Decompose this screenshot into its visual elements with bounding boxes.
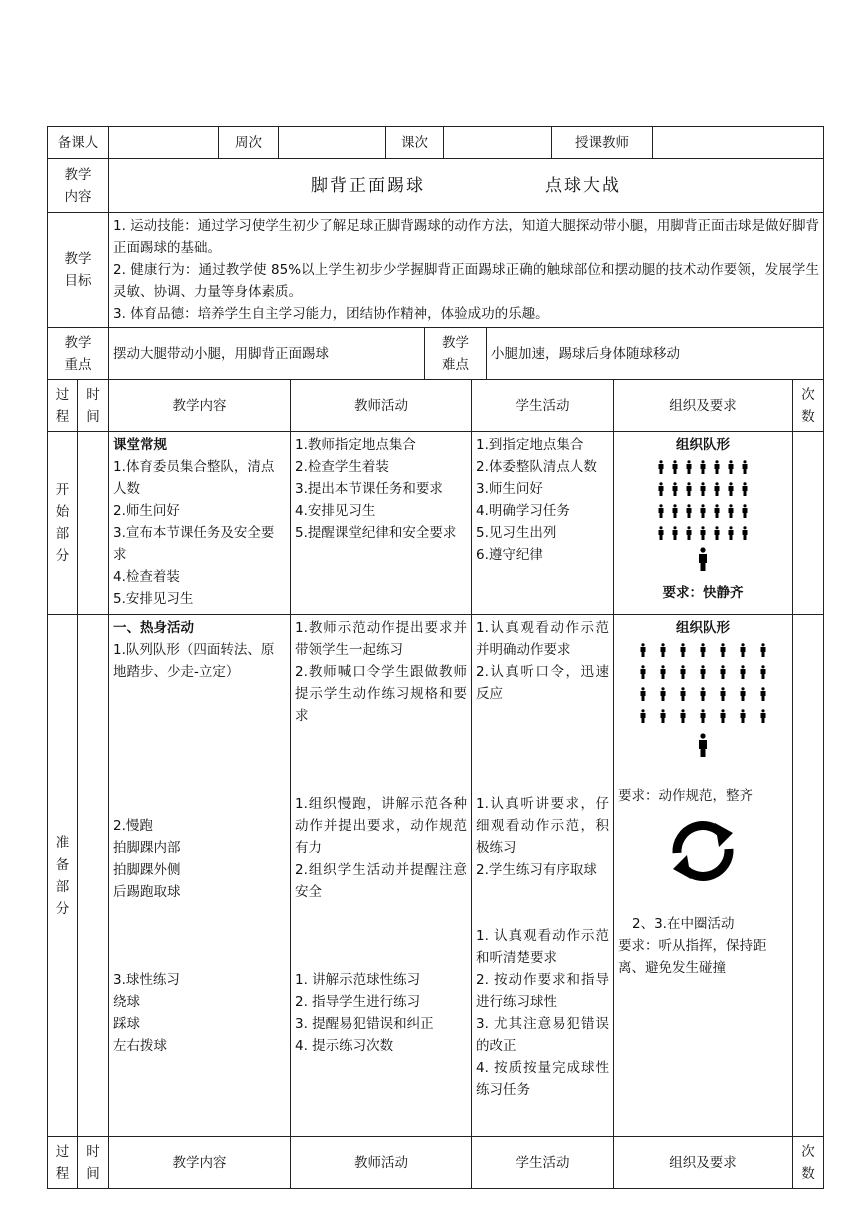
person-icon [699,709,707,723]
goal-item: 1. 运动技能：通过学习使学生初少了解足球正脚背踢球的动作方法，知道大腿探动带小腿，用脚背正面击球是做好脚背正面踢球的基础。 [113,218,819,256]
person-icon [699,504,707,518]
person-icon [639,665,647,679]
person-icon [741,460,749,474]
keypoint-row [48,328,824,380]
person-icon [639,643,647,657]
person-icon [727,526,735,540]
goals-label: 教学 目标 [48,213,109,328]
teacher-label: 授课教师 [552,127,653,159]
header-row [48,127,824,159]
teacher-activity-header: 教师活动 [291,1137,472,1189]
start-section-label: 开 始 部 分 [48,432,78,615]
organization-header: 组织及要求 [614,1137,793,1189]
column-header-row [48,380,824,432]
person-icon [659,687,667,701]
keypoint-table [47,327,824,380]
organization-header: 组织及要求 [614,380,793,432]
person-icon [671,460,679,474]
formation-row [618,478,788,500]
person-icon [699,482,707,496]
start-section-row [48,432,824,615]
person-icon [639,709,647,723]
process-header: 过 程 [48,380,78,432]
person-icon [719,709,727,723]
goal-item: 2. 健康行为：通过教学使 85%以上学生初步少学握脚背正面踢球正确的触球部位和摆动腿的技术动作要领，发展学生灵敏、协调、力量等身体素质。 [113,262,819,300]
person-icon [671,482,679,496]
teacher-icon [697,733,709,757]
student-activity-header: 学生活动 [472,380,614,432]
person-icon [657,526,665,540]
person-icon [685,460,693,474]
prep-formation [618,639,788,727]
count-header: 次 数 [793,380,824,432]
teacher-icon [697,547,709,571]
person-icon [659,643,667,657]
person-icon [679,643,687,657]
person-icon [727,482,735,496]
week-value [279,127,386,159]
person-icon [759,687,767,701]
formation-title: 组织队形 [676,437,730,453]
lesson-title [109,159,824,213]
person-icon [657,482,665,496]
formation-row [618,500,788,522]
person-icon [713,460,721,474]
person-icon [739,709,747,723]
person-icon [699,460,707,474]
person-icon [739,665,747,679]
content-header: 教学内容 [109,380,291,432]
prepare-value [109,127,219,159]
start-organization [614,432,793,615]
difficulty-text: 小腿加速，踢球后身体随球移动 [487,328,824,380]
title-left: 脚背正面踢球 [311,175,425,196]
person-icon [719,665,727,679]
person-icon [657,504,665,518]
lesson-label: 课次 [386,127,444,159]
teacher-activity-header: 教师活动 [291,380,472,432]
start-formation [618,456,788,544]
person-icon [671,526,679,540]
person-icon [719,687,727,701]
week-label: 周次 [219,127,279,159]
person-icon [739,643,747,657]
content-header: 教学内容 [109,1137,291,1189]
person-icon [659,665,667,679]
person-icon [739,687,747,701]
person-icon [659,709,667,723]
person-icon [741,526,749,540]
prep-count [793,615,824,1137]
prep-section-label: 准 备 部 分 [48,615,78,1137]
person-icon [741,482,749,496]
prep-student-activity: 1.认真观看动作示范并明确动作要求 2.认真听口令，迅速反应 1.认真听讲要求，仔细观看动作示范，积极练习 2.学生练习有序取球 1. 认真观看动作示范和听清楚要求 2. 按动作要求和指导进行练习球性 3. 尤其注意易犯错误的改正 4. 按质按量完成球性练习任务 [472,615,614,1137]
lesson-plan [47,126,823,1189]
goals-row [48,213,824,328]
formation-row [618,705,788,727]
person-icon [727,504,735,518]
person-icon [759,643,767,657]
prep-section-row [48,615,824,1137]
person-icon [657,460,665,474]
rotate-arrows-icon [665,813,741,889]
start-requirement: 要求：快静齐 [662,585,744,601]
time-header: 时 间 [78,1137,109,1189]
person-icon [685,526,693,540]
person-icon [699,526,707,540]
ball-org-requirement: 要求：听从指挥，保持距离、避免发生碰撞 [618,938,767,976]
person-icon [759,709,767,723]
person-icon [639,687,647,701]
goal-item: 3. 体育品德：培养学生自主学习能力，团结协作精神，体验成功的乐趣。 [113,306,549,322]
prepare-label: 备课人 [48,127,109,159]
person-icon [713,526,721,540]
person-icon [671,504,679,518]
jog-requirement: 要求：动作规范，整齐 [618,788,753,804]
prep-content: 一、热身活动 1.队列队形（四面转法、原地踏步、少走-立定） 2.慢跑 拍脚踝内部 拍脚踝外侧 后踢跑取球 3.球性练习 绕球 踩球 左右拨球 [109,615,291,1137]
person-icon [699,687,707,701]
title-right: 点球大战 [545,175,621,196]
count-header: 次 数 [793,1137,824,1189]
start-time [78,432,109,615]
start-teacher-activity: 1.教师指定地点集合 2.检查学生着装 3.提出本节课任务和要求 4.安排见习生 5.提醒课堂纪律和安全要求 [291,432,472,615]
prep-teacher-activity: 1.教师示范动作提出要求并带领学生一起练习 2.教师喊口令学生跟做教师提示学生动作练习规格和要求 1.组织慢跑，讲解示范各种动作并提出要求，动作规范有力 2.组织学生活动并提醒注意安全 1. 讲解示范球性练习 2. 指导学生进行练习 3. 提醒易犯错误和纠正 4. 提示练习次数 [291,615,472,1137]
student-activity-header: 学生活动 [472,1137,614,1189]
start-student-activity: 1.到指定地点集合 2.体委整队清点人数 3.师生问好 4.明确学习任务 5.见习生出列 6.遵守纪律 [472,432,614,615]
ball-org-location: 2、3.在中圈活动 [632,916,735,932]
prep-time [78,615,109,1137]
person-icon [679,709,687,723]
person-icon [679,665,687,679]
routine-title: 课堂常规 [113,437,167,453]
content-label: 教学 内容 [48,159,109,213]
prep-organization [614,615,793,1137]
column-header-row-repeat [48,1137,824,1189]
lesson-value [444,127,552,159]
process-header: 过 程 [48,1137,78,1189]
person-icon [759,665,767,679]
person-icon [679,687,687,701]
person-icon [685,504,693,518]
teacher-value [653,127,824,159]
start-content: 课堂常规 1.体育委员集合整队，清点人数 2.师生问好 3.宣布本节课任务及安全要求 4.检查着装 5.安排见习生 [109,432,291,615]
person-icon [713,482,721,496]
difficulty-label: 教学 难点 [425,328,487,380]
time-header: 时 间 [78,380,109,432]
person-icon [685,482,693,496]
formation-row [618,683,788,705]
person-icon [741,504,749,518]
key-text: 摆动大腿带动小腿，用脚背正面踢球 [109,328,425,380]
formation-row [618,661,788,683]
formation-row [618,639,788,661]
person-icon [713,504,721,518]
formation-row [618,522,788,544]
formation-row [618,456,788,478]
person-icon [719,643,727,657]
start-count [793,432,824,615]
lesson-plan-table [47,126,824,328]
prep-formation-title: 组织队形 [676,620,730,636]
person-icon [727,460,735,474]
person-icon [699,643,707,657]
process-table [47,379,824,1189]
person-icon [699,665,707,679]
content-row [48,159,824,213]
goals-text [109,213,824,328]
key-label: 教学 重点 [48,328,109,380]
warmup-title: 一、热身活动 [113,620,194,636]
